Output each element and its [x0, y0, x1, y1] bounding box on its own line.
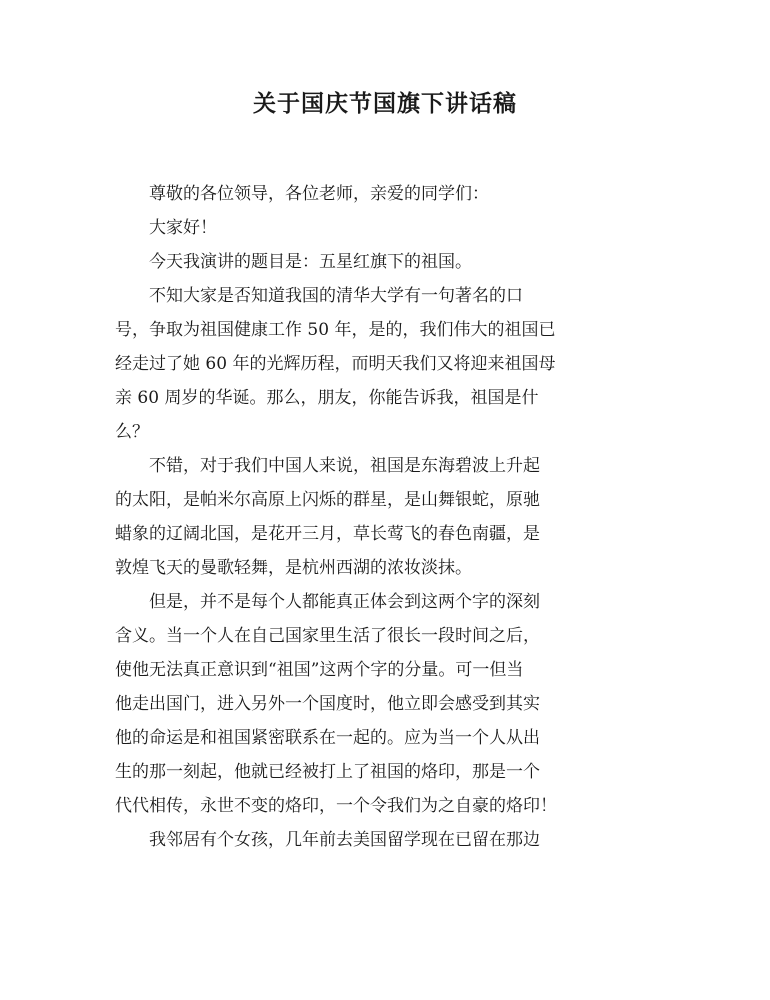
paragraph-body: 不知大家是否知道我国的清华大学有一句著名的口 号，争取为祖国健康工作 50 年，是的，我们伟大的祖国已 经走过了她 60 年的光辉历程，而明天我们又将迎来祖国母 亲 60 周岁的华诞。那么，朋友，你能告诉我，祖国是什 么？: [115, 286, 556, 442]
document-body: [115, 177, 650, 857]
paragraph-salutation: 尊敬的各位领导，各位老师，亲爱的同学们：: [149, 184, 489, 204]
paragraph-body: 我邻居有个女孩，几年前去美国留学现在已留在那边: [149, 830, 540, 850]
paragraph-body: 但是，并不是每个人都能真正体会到这两个字的深刻 含义。当一个人在自己国家里生活了很长一段时间之后， 使他无法真正意识到“祖国”这两个字的分量。可一但当 他走出国门，进入另外一个国度时，他立即会感受到其实 他的命运是和祖国紧密联系在一起的。应为当一个人从出 生的那一刻起，他就已经被打上了祖国的烙印，那是一个 代代相传，永世不变的烙印，一个令我们为之自豪的烙印！: [115, 592, 557, 816]
paragraph-body: 不错，对于我们中国人来说，祖国是东海碧波上升起 的太阳，是帕米尔高原上闪烁的群星，是山舞银蛇，原驰 蜡象的辽阔北国，是花开三月，草长莺飞的春色南疆，是 敦煌飞天的曼歌轻舞，是杭州西湖的浓妆淡抹。: [115, 456, 540, 578]
paragraph-greeting: 大家好！: [149, 218, 217, 238]
paragraph-topic: 今天我演讲的题目是：五星红旗下的祖国。: [149, 252, 472, 272]
document-title: 关于国庆节国旗下讲话稿: [253, 91, 517, 117]
